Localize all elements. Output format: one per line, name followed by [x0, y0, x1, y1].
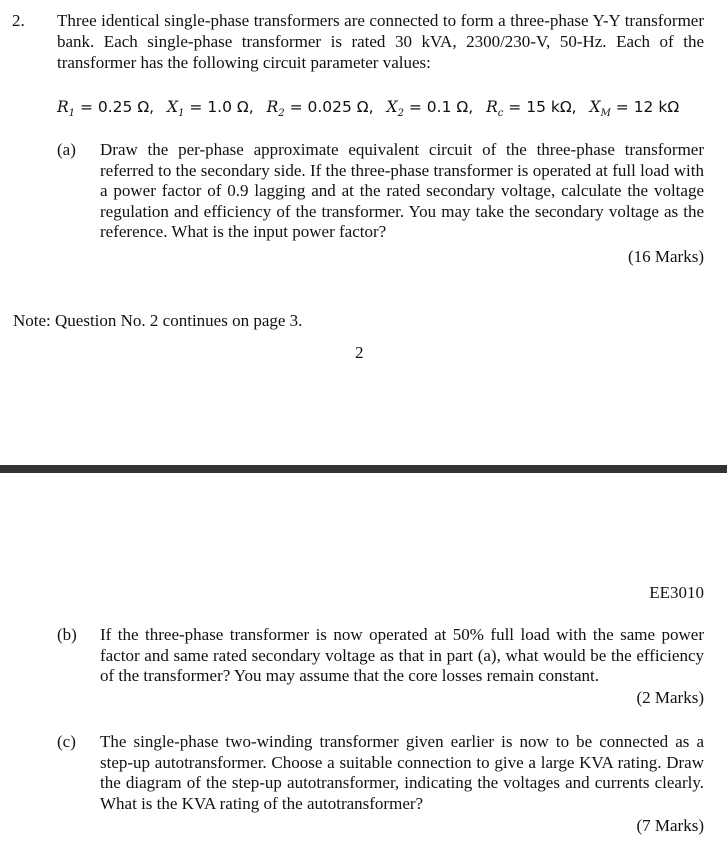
- part-c-label: (c): [57, 732, 76, 751]
- part-b-text: If the three-phase transformer is now operated at 50% full load with the same power factor and same rated secondary voltage as that in part (a), what would be the efficiency of the transformer? You may assume that the core losses remain constant.: [100, 625, 704, 686]
- part-b-marks: (2 Marks): [636, 688, 704, 707]
- circuit-parameters: [57, 97, 707, 124]
- part-a-label: (a): [57, 140, 76, 159]
- part-c-marks: (7 Marks): [636, 816, 704, 835]
- parameter-rc: $R_c = 15$ kΩ,: [486, 98, 577, 120]
- page-divider: [0, 465, 727, 473]
- course-code: EE3010: [649, 583, 704, 602]
- parameter-x1: $X_1 = 1.0$ Ω,: [167, 98, 254, 120]
- parameter-r2: $R_2 = 0.025$ Ω,: [266, 98, 374, 120]
- part-a: [57, 140, 704, 243]
- part-b-label: (b): [57, 625, 77, 644]
- question-intro: Three identical single-phase transformers are connected to form a three-phase Y-Y transformer bank. Each single-phase transformer is rated 30 kVA, 2300/230-V, 50-Hz. Each of the transformer has the following circuit parameter values:: [57, 11, 704, 72]
- part-c-text: The single-phase two-winding transformer given earlier is now to be connected as a step-up autotransformer. Choose a suitable connection to give a large KVA rating. Draw the diagram of the step-up autotransformer, indicating the voltages and currents clearly. What is the KVA rating of the autotransformer?: [100, 732, 704, 813]
- part-a-marks: (16 Marks): [627, 247, 704, 266]
- part-b: [57, 625, 704, 687]
- part-a-text: Draw the per-phase approximate equivalent circuit of the three-phase transformer referred to the secondary side. If the three-phase transformer is operated at full load with a power factor of 0.9 lagging and at the rated secondary voltage, calculate the voltage regulation and efficiency of the transformer. You may take the secondary voltage as the reference. What is the input power factor?: [100, 140, 704, 242]
- continuation-note: Note: Question No. 2 continues on page 3.: [13, 311, 303, 330]
- parameter-r1: $R_1 = 0.25$ Ω,: [57, 98, 155, 120]
- parameter-x2: $X_2 = 0.1$ Ω,: [386, 98, 474, 120]
- part-c: [57, 732, 704, 814]
- question-number: 2.: [12, 11, 25, 30]
- page-number: 2: [355, 343, 364, 362]
- parameter-xm: $X_M = 12$ kΩ: [589, 98, 680, 120]
